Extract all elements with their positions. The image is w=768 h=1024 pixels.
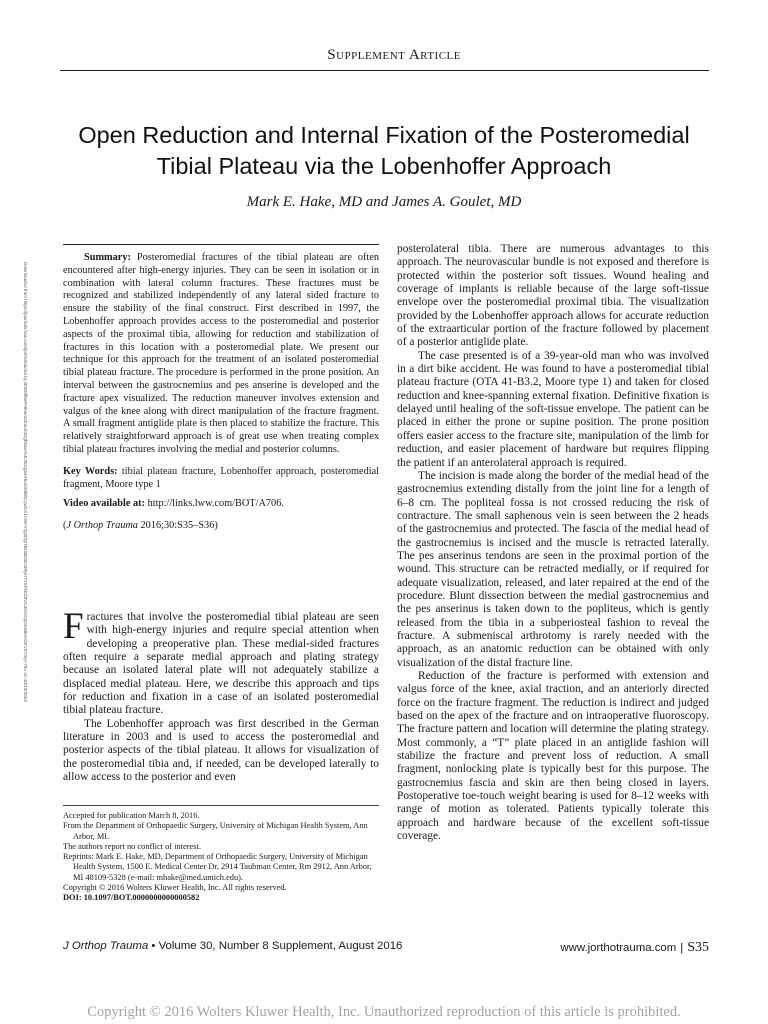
video-note	[63, 498, 379, 511]
accepted-note: Accepted for publication March 8, 2016.	[63, 811, 200, 820]
author-list: Mark E. Hake, MD and James A. Goulet, MD	[246, 194, 522, 210]
doi-text: DOI: 10.1097/BOT.0000000000000582	[63, 893, 200, 903]
video-label: Video available at:	[63, 498, 145, 510]
footnote-rule	[63, 805, 379, 806]
keywords-label: Key Words:	[63, 465, 118, 477]
copyright-banner: Copyright © 2016 Wolters Kluwer Health, Inc. Unauthorized reproduction of this article is prohibited.	[87, 1004, 681, 1020]
lobenhoffer-paragraph: The Lobenhoffer approach was first described in the German literature in 2003 and is used to access the posteromedial and posterior aspects of the tibial plateau. It allows for visualization of the posteromedial tibia and, if needed, can be developed laterally to allow access to the posterior and even	[63, 717, 379, 784]
footer-issue: • Volume 30, Number 8 Supplement, August 2016	[151, 940, 403, 952]
citation-details: 2016;30:S35–S36)	[140, 520, 218, 532]
drop-cap: F	[63, 606, 84, 647]
summary-text: Posteromedial fractures of the tibial plateau are often encountered after high-energy injuries. They can be seen in isolation or in combination with lateral column fractures. These fractures must be recognized and stabilized independently of any lateral sided fracture to ensure the stability of the final construct. First described in 1997, the Lobenhoffer approach provides access to the posteromedial and posterior aspects of the proximal tibia, allowing for reduction and stabilization of fractures in this location with a posteromedial plate. We present our technique for this approach for the treatment of an isolated posteromedial tibial plateau fracture. The procedure is performed in the prone position. An interval between the gastrocnemius and pes anserine is developed and the fracture apex visualized. The reduction maneuver involves extension and valgus of the knee along with direct manipulation of the fracture fragment. A small fragment antiglide plate is then placed to stabilize the fracture. This relatively straightforward approach is of great use when treating complex tibial plateau fractures involving the medial and posterior columns.	[63, 252, 380, 455]
keywords	[63, 466, 379, 492]
citation-journal: J Orthop Trauma	[66, 520, 138, 532]
incision-paragraph: The incision is made along the border of the medial head of the gastrocnemius extending distally from the joint line for a length of 6–8 cm. The popliteal fossa is not crossed reducing the risk of contracture. The small saphenous vein is seen between the 2 heads of the gastrocnemius and protected. The fascia of the medial head of the gastrocnemius is incised and the muscle is retracted laterally. The pes anserinus tendons are seen in the proximal portion of the wound. This structure can be retracted medially, or if required for adequate visualization, released, and later repaired at the end of the procedure. Blunt dissection between the medial gastrocnemius and the pes anserinus is taken down to the popliteus, which is gently released from the tibia in a subperiosteal fashion to reveal the fracture. A submeniscal arthrotomy is rarely needed with the approach, as an anatomic reduction can be obtained with only visualization of the distal fracture line.	[397, 469, 709, 669]
section-label: Supplement Article	[327, 47, 461, 63]
title-line-1: Open Reduction and Internal Fixation of the Posteromedial	[78, 122, 690, 148]
page-number: S35	[687, 940, 709, 955]
reprints-note: Reprints: Mark E. Hake, MD, Department of Orthopaedic Surgery, University of Michigan Health System, 1500 E. Medical Center Dr, 2914 Taubman Center, Rm 2912, Ann Arbor, MI 48109-5328 (e-mail: mhake@med.umich.edu).	[63, 852, 372, 882]
header-rule	[60, 70, 709, 71]
summary-paragraph	[63, 252, 379, 457]
video-link[interactable]: http://links.lww.com/BOT/A706.	[147, 498, 284, 510]
citation: (J Orthop Trauma 2016;30:S35–S36)	[63, 520, 218, 532]
intro-paragraph	[63, 606, 379, 718]
conflict-note: The authors report no conflict of interest.	[63, 841, 201, 851]
doi-note	[63, 893, 379, 903]
body-left-column	[63, 606, 379, 784]
body-right-column	[397, 243, 709, 843]
affiliation-note: From the Department of Orthopaedic Surgery, University of Michigan Health System, Ann Arbor, MI.	[63, 821, 368, 841]
footer-journal: J Orthop Trauma	[63, 940, 149, 952]
advantages-paragraph: posterolateral tibia. There are numerous advantages to this approach. The neurovascular bundle is not exposed and therefore is protected within the posterior soft tissues. Wound healing and coverage of implants is reliable because of the large soft-tissue envelope over the posteromedial proximal tibia. The visualization provided by the Lobenhoffer approach allows for accurate reduction of the extraarticular portion of the fracture followed by placement of a posterior antiglide plate.	[397, 243, 709, 349]
abstract-rule	[63, 244, 379, 245]
page-footer	[63, 940, 709, 956]
intro-text: ractures that involve the posteromedial tibial plateau are seen with high-energy injuries and require special attention when developing a preoperative plan. These medial-sided fractures often require a separate medial approach and plating strategy because an isolated lateral plate will not adequately stabilize a displaced medial plateau. Here, we describe this approach and tips for reduction and fixation in a case of an isolated posteromedial tibial plateau fracture.	[63, 611, 379, 717]
abstract	[63, 252, 379, 533]
footnotes	[63, 811, 379, 904]
case-paragraph: The case presented is of a 39-year-old man who was involved in a dirt bike accident. He was found to have a posteromedial tibial plateau fracture (OTA 41-B3.2, Moore type 1) and taken for closed reduction and knee-spanning external fixation. Definitive fixation is delayed until healing of the soft-tissue envelope. The patient can be placed in either the prone or supine position. The prone position offers easier access to the fracture site, manipulation of the limb for reduction, and easier placement of hardware but requires flipping the patient if an anterolateral approach is required.	[397, 349, 709, 469]
download-watermark	[20, 262, 30, 902]
summary-label: Summary:	[84, 252, 131, 263]
title-line-2: Tibial Plateau via the Lobenhoffer Approach	[156, 153, 612, 179]
footer-citation	[63, 940, 402, 952]
article-title	[40, 120, 728, 182]
copyright-note: Copyright © 2016 Wolters Kluwer Health, Inc. All rights reserved.	[63, 883, 287, 893]
keywords-text: tibial plateau fracture, Lobenhoffer approach, posteromedial fragment, Moore type 1	[63, 465, 380, 490]
footer-website[interactable]: www.jorthotrauma.com	[560, 942, 677, 954]
reduction-paragraph: Reduction of the fracture is performed with extension and valgus force of the knee, axial traction, and an anteriorly directed force on the fracture fragment. The reduction is indirect and judged based on the apex of the fracture and on intraoperative fluoroscopy. The fracture pattern and location will determine the plating strategy. Most commonly, a “T” plate placed in an antiglide fashion will stabilize the fracture and prevent loss of reduction. A small fragment, nonlocking plate is typically best for this purpose. The gastrocnemius fascia and skin are then being closed in layers. Postoperative toe-touch weight bearing is used for 8–12 weeks with range of motion as tolerated. Patients typically tolerate this approach and hardware because of the excellent soft-tissue coverage.	[397, 670, 709, 843]
footer-right	[560, 940, 709, 956]
download-watermark-text: Downloaded from https://journals.lww.com/jorthotrauma by BhDMf5ePHKav1zEoum1tQfN4a+kJLhEZgbsIHo4XMi0hCywCX1AWnYQp/IlQrHD3i3D0OdRyi7TvSFl4Cf3VC4/OAVpDDa8KKGKV0Ymy+78= on 10/19/2019	[23, 262, 28, 702]
footer-separator: |	[680, 942, 684, 954]
